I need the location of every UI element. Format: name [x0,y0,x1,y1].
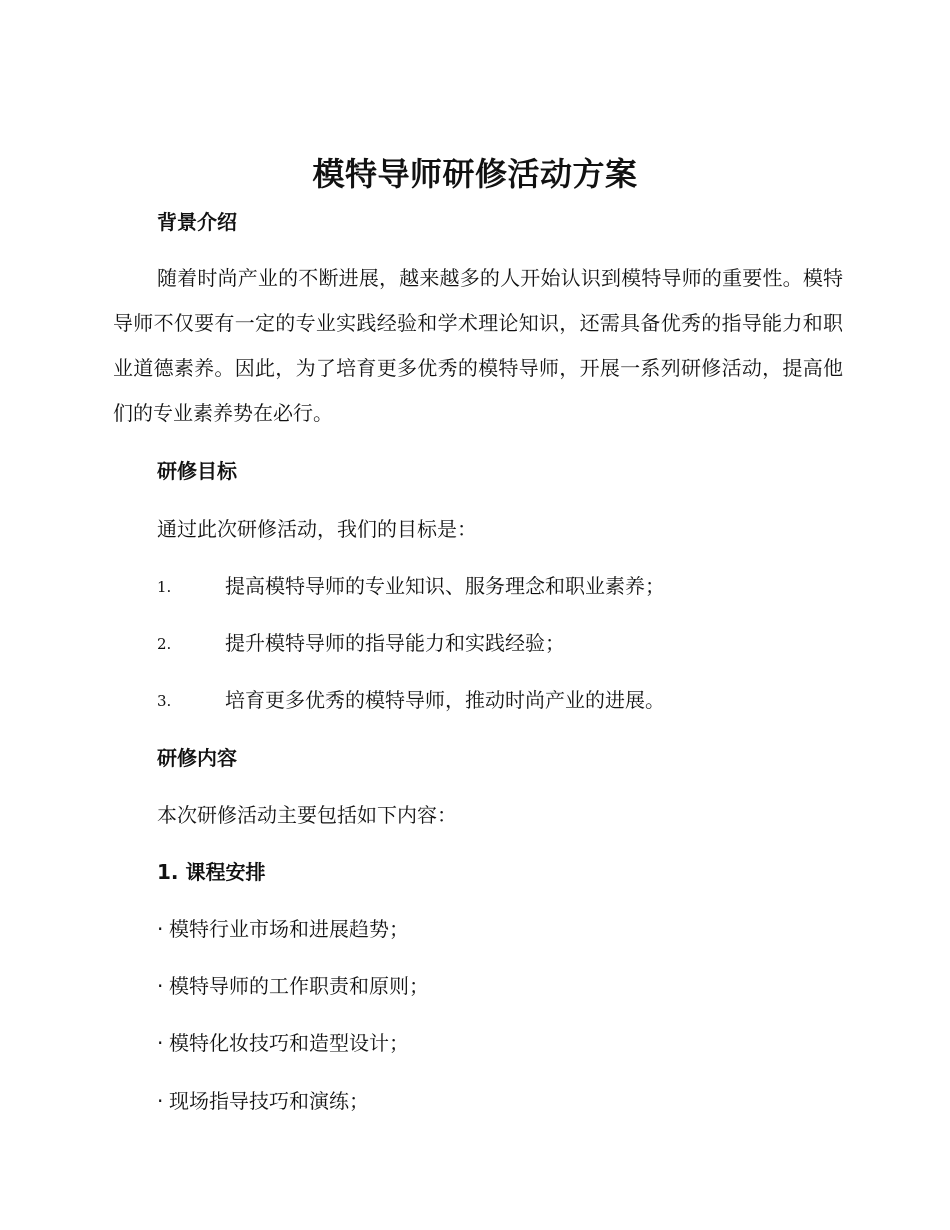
goal-item-number: 3. [157,692,172,710]
goal-item-text: 培育更多优秀的模特导师，推动时尚产业的进展。 [225,688,665,712]
goal-item-number: 1. [157,578,172,596]
document-title: 模特导师研修活动方案 [312,155,638,193]
section-heading-background: 背景介绍 [157,210,237,234]
course-bullet-text: 模特行业市场和进展趋势； [169,917,409,941]
goal-item-text: 提升模特导师的指导能力和实践经验； [225,631,565,655]
course-bullet-text: 现场指导技巧和演练； [169,1089,369,1113]
course-bullet-item [157,914,409,944]
course-bullet-item [157,1086,369,1116]
course-bullet-text: 模特导师的工作职责和原则； [169,974,429,998]
section-heading-content: 研修内容 [157,746,237,770]
section-heading-goals: 研修目标 [157,459,237,483]
bullet-dot: · [157,974,164,998]
bullet-dot: · [157,1031,164,1055]
background-paragraph: 随着时尚产业的不断进展，越来越多的人开始认识到模特导师的重要性。模特导师不仅要有一定的专业实践经验和学术理论知识，还需具备优秀的指导能力和职业道德素养。因此，为了培育更多优秀的模特导师，开展一系列研修活动，提高他们的专业素养势在必行。 [113,266,843,425]
content-intro: 本次研修活动主要包括如下内容： [157,803,457,827]
bullet-dot: · [157,1089,164,1113]
bullet-dot: · [157,917,164,941]
content-subheading-courses: 1. 课程安排 [157,860,266,884]
course-bullet-item [157,1028,409,1058]
goals-intro: 通过此次研修活动，我们的目标是： [157,517,477,541]
goal-item-number: 2. [157,635,172,653]
goal-item-text: 提高模特导师的专业知识、服务理念和职业素养； [225,574,665,598]
course-bullet-text: 模特化妆技巧和造型设计； [169,1031,409,1055]
course-bullet-item [157,971,429,1001]
